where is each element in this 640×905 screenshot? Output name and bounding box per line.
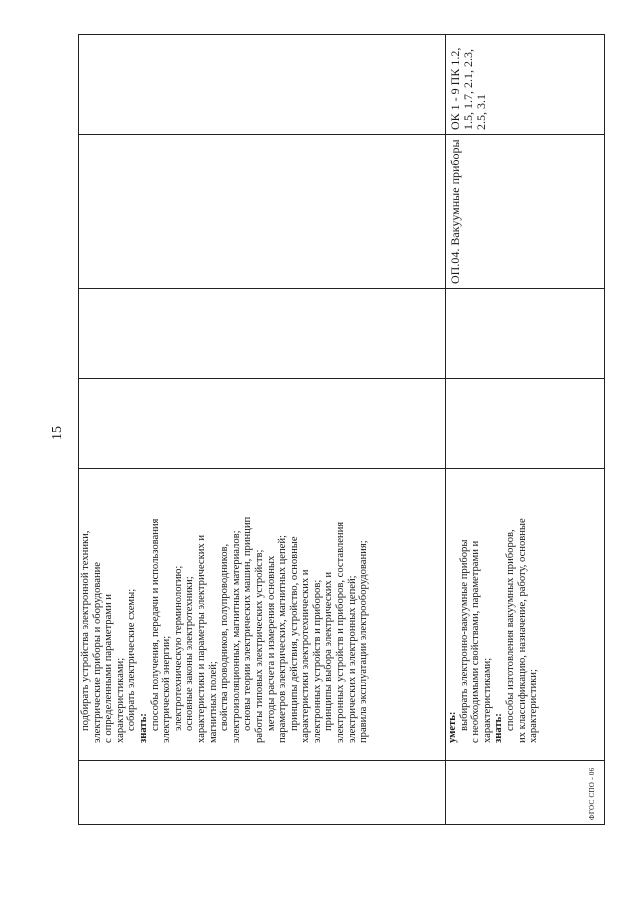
requirements-cell — [79, 469, 446, 761]
index-cell — [446, 761, 605, 825]
table-row — [446, 35, 605, 825]
discipline-cell: ОП.04. Вакуумные приборы — [446, 135, 605, 289]
text-line: электронных устройств и приборов, составления — [335, 521, 347, 743]
empty-cell — [79, 135, 446, 289]
index-cell — [79, 761, 446, 825]
text-line: электротехническую терминологию; — [172, 565, 184, 731]
text-line: способы изготовления вакуумных приборов, — [504, 529, 516, 731]
text-line: основы теории электрических машин, принцип — [242, 516, 254, 731]
text-line: собирать электрические схемы; — [126, 588, 138, 731]
empty-cell — [446, 289, 605, 379]
text-line: характеристики и параметры электрических и — [195, 534, 207, 743]
competency-table — [78, 34, 605, 825]
text-line: подбирать устройства электронной техники, — [80, 530, 91, 731]
text-line: электрические приборы и оборудование — [91, 561, 103, 743]
text-line: электрических и электронных цепей; — [346, 575, 358, 743]
footer-code: ФГОС СПО - 06 — [588, 767, 596, 820]
text-line: выбирать электронно-вакуумные приборы — [458, 539, 470, 731]
text-line: с необходимыми свойствами, параметрами и — [470, 540, 482, 743]
competencies-cell: ОК 1 - 9 ПК 1.2, 1.5, 1.7, 2.1, 2.3, 2.5, 3.1 — [446, 35, 605, 135]
text-line: характеристиками; — [114, 657, 126, 743]
text-line: характеристики электротехнических и — [300, 569, 312, 743]
empty-cell — [79, 35, 446, 135]
requirements-cell — [446, 469, 605, 761]
text-line: характеристики; — [528, 669, 540, 743]
skills-label: уметь: — [447, 711, 458, 743]
text-line: с определенными параметрами и — [103, 594, 115, 743]
table-row — [79, 35, 446, 825]
know-label: знать: — [493, 713, 505, 743]
text-line: свойства проводников, полупроводников, — [219, 543, 231, 731]
text-line: правила эксплуатации электрооборудования; — [358, 540, 370, 743]
page-number: 15 — [50, 426, 65, 440]
text-line: электрической энергии; — [161, 635, 173, 743]
text-line: их классификацию, назначение, работу, основные — [516, 518, 528, 743]
text-line: работы типовых электрических устройств; — [253, 549, 265, 743]
empty-cell — [446, 379, 605, 469]
text-line: способы получения, передачи и использования — [149, 518, 161, 731]
text-line: электронных устройств и приборов; — [311, 579, 323, 743]
text-line: параметров электрических, магнитных цепей; — [277, 535, 289, 743]
empty-cell — [79, 379, 446, 469]
text-line: принципы выбора электрических и — [323, 571, 335, 731]
rotated-table-wrapper — [78, 35, 604, 825]
text-line: характеристиками; — [481, 657, 493, 743]
text-line: принципы действия, устройство, основные — [288, 536, 300, 731]
text-line: магнитных полей; — [207, 661, 219, 743]
text-line: электроизоляционных, магнитных материалов; — [230, 530, 242, 743]
empty-cell — [79, 289, 446, 379]
text-line: методы расчета и измерения основных — [265, 555, 277, 731]
text-line: основные законы электротехники; — [184, 576, 196, 731]
know-label: знать: — [137, 713, 149, 743]
